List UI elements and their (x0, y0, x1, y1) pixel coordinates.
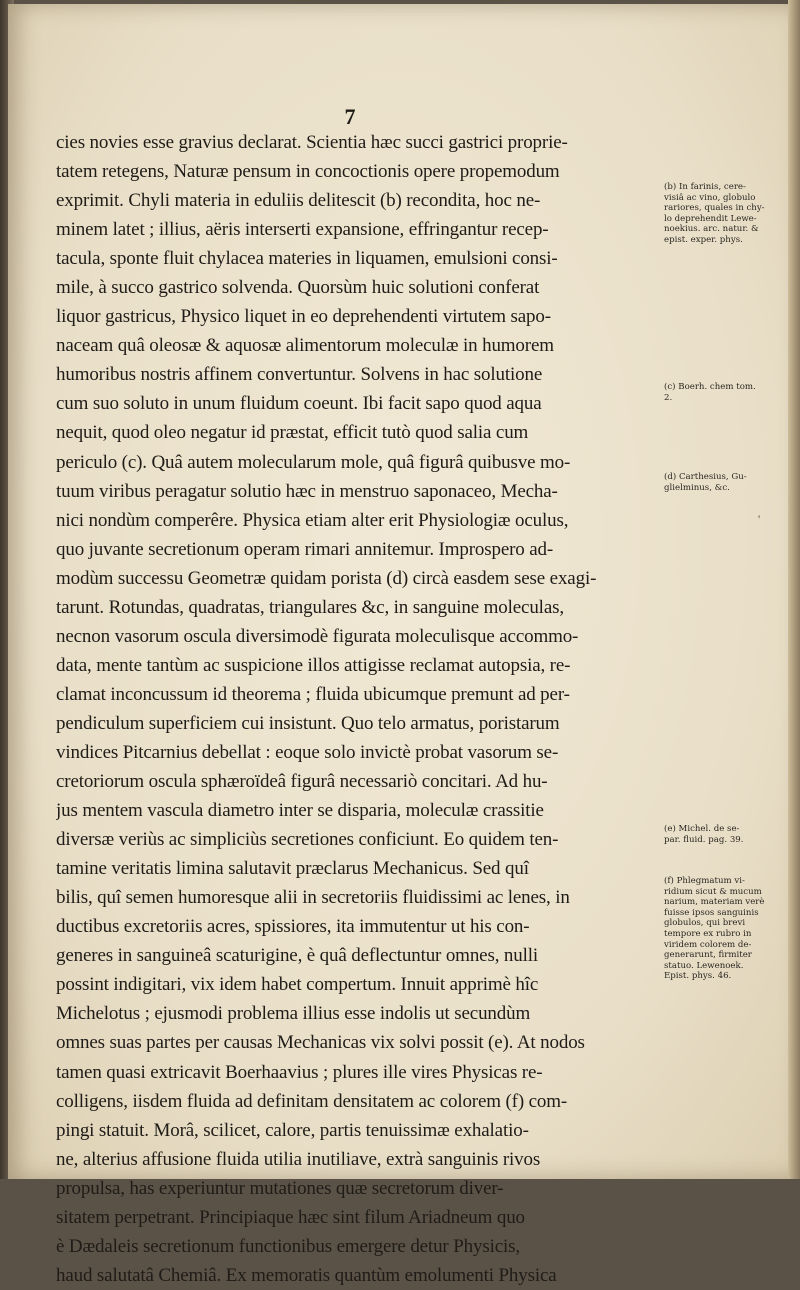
text-line: cretoriorum oscula sphæroïdeâ figurâ necessariò concitari. Ad hu- (56, 771, 548, 793)
text-line: necnon vasorum oscula diversimodè figurata moleculisque accommo- (56, 625, 579, 647)
text-line: cum suo soluto in unum fluidum coeunt. Ibi facit sapo quod aqua (56, 393, 542, 415)
text-line: tarunt. Rotundas, quadratas, triangulares &c, in sanguine moleculas, (56, 596, 564, 618)
text-line: tamen quasi extricavit Boerhaavius ; plures ille vires Physicas re- (56, 1061, 543, 1083)
text-line: periculo (c). Quâ autem molecularum mole, quâ figurâ quibusve mo- (56, 451, 571, 473)
margin-note-d (664, 472, 790, 493)
text-line: Michelotus ; ejusmodi problema illius esse indolis ut secundùm (56, 1003, 531, 1025)
note-line: fuisse ipsos sanguinis (664, 907, 759, 918)
note-line: narium, materiam verè (664, 897, 765, 908)
note-line: Epist. phys. 46. (664, 971, 732, 982)
text-line: liquor gastricus, Physico liquet in eo deprehendenti virtutem sapo- (56, 306, 551, 328)
text-line: mile, à succo gastrico solvenda. Quorsùm huic solutioni conferat (56, 277, 540, 299)
stray-mark: ' (758, 512, 761, 526)
text-line: data, mente tantùm ac suspicione illos attigisse reclamat autopsia, re- (56, 654, 571, 676)
text-line: haud salutatâ Chemiâ. Ex memoratis quantùm emolumenti Physica (56, 1264, 557, 1286)
note-line: (f) Phlegmatum vi- (664, 876, 745, 886)
note-line: visiâ ac vino, globulo (664, 192, 756, 203)
text-line: jus mentem vascula diametro inter se disparia, moleculæ crassitie (56, 800, 544, 822)
text-line: tamine veritatis limina salutavit præclarus Mechanicus. Sed quî (56, 858, 529, 880)
note-line: epist. exper. phys. (664, 234, 743, 245)
margin-note-e (664, 824, 790, 845)
note-line: globulos, qui brevi (664, 918, 746, 929)
note-line: generarunt, firmiter (664, 950, 752, 961)
text-line: colligens, iisdem fluida ad definitam densitatem ac colorem (f) com- (56, 1090, 568, 1112)
note-line: (e) Michel. de se- (664, 824, 740, 834)
text-line: bilis, quî semen humoresque alii in secretoriis fluidissimi ac lenes, in (56, 887, 570, 909)
note-line: tempore ex rubro in (664, 928, 752, 939)
margin-note-f (664, 876, 790, 982)
text-line: possint indigitari, vix idem habet compertum. Innuit apprimè hîc (56, 974, 539, 996)
note-line: (c) Boerh. chem tom. (664, 382, 756, 392)
text-line: clamat inconcussum id theorema ; fluida ubicumque premunt ad per- (56, 683, 570, 705)
note-line: glielminus, &c. (664, 482, 730, 493)
text-line: quo juvante secretionum operam rimari annitemur. Improspero ad- (56, 538, 554, 560)
text-line: omnes suas partes per causas Mechanicas vix solvi possit (e). At nodos (56, 1032, 585, 1054)
text-line: ductibus excretoriis acres, spissiores, ita immutentur ut his con- (56, 916, 530, 938)
text-line: tuum viribus peragatur solutio hæc in menstruo saponaceo, Mecha- (56, 480, 558, 502)
text-line: exprimit. Chyli materia in eduliis delitescit (b) recondita, hoc ne- (56, 190, 541, 212)
note-line: viridem colorem de- (664, 939, 752, 950)
text-line: minem latet ; illius, aëris interserti expansione, effringantur recep- (56, 219, 549, 241)
note-line: ridium sicut & mucum (664, 886, 762, 897)
text-line: naceam quâ oleosæ & aquosæ alimentorum moleculæ in humorem (56, 335, 554, 357)
text-line: pendiculum superficiem cui insistunt. Quo telo armatus, poristarum (56, 712, 560, 734)
note-line: (b) In farinis, cere- (664, 182, 746, 192)
note-line: rariores, quales in chy- (664, 203, 765, 214)
text-line: generes in sanguineâ scaturigine, è quâ deflectuntur omnes, nulli (56, 945, 538, 967)
text-line: diversæ veriùs ac simpliciùs secretiones conficiunt. Eo quidem ten- (56, 829, 559, 851)
note-line: noekius. arc. natur. & (664, 224, 759, 235)
text-line: tatem retegens, Naturæ pensum in concoctionis opere propemodum (56, 161, 560, 183)
text-line: nequit, quod oleo negatur id præstat, efficit tutò quod salia cum (56, 422, 529, 444)
note-line: (d) Carthesius, Gu- (664, 472, 747, 482)
text-line: tacula, sponte fluit chylacea materies in liquamen, emulsioni consi- (56, 248, 558, 270)
page-edge (788, 0, 800, 1179)
main-text (56, 128, 646, 1290)
margin-note-b (664, 182, 790, 246)
margin-note-c (664, 382, 790, 403)
text-line: cies novies esse gravius declarat. Scientia hæc succi gastrici proprie- (56, 132, 568, 153)
text-line: è Dædaleis secretionum functionibus emergere detur Physicis, (56, 1235, 520, 1257)
note-line: statuo. Lewenoek. (664, 960, 744, 971)
note-line: 2. (664, 392, 673, 403)
text-line: humoribus nostris affinem convertuntur. Solvens in hac solutione (56, 364, 543, 386)
text-line: pingi statuit. Morâ, scilicet, calore, partis tenuissimæ exhalatio- (56, 1119, 529, 1141)
text-line: propulsa, has experiuntur mutationes quæ secretorum diver- (56, 1177, 504, 1199)
page-number: 7 (344, 104, 356, 129)
note-line: par. fluid. pag. 39. (664, 834, 744, 845)
text-line: modùm successu Geometræ quidam porista (d) circà easdem sese exagi- (56, 567, 597, 589)
text-line: ne, alterius affusione fluida utilia inutiliave, extrà sanguinis rivos (56, 1148, 541, 1170)
note-line: lo deprehendit Lewe- (664, 213, 757, 224)
text-line: sitatem perpetrant. Principiaque hæc sint filum Ariadneum quo (56, 1206, 525, 1228)
text-line: nici nondùm comperêre. Physica etiam alter erit Physiologiæ oculus, (56, 509, 569, 531)
text-line: vindices Pitcarnius debellat : eoque solo invictè probat vasorum se- (56, 741, 559, 763)
